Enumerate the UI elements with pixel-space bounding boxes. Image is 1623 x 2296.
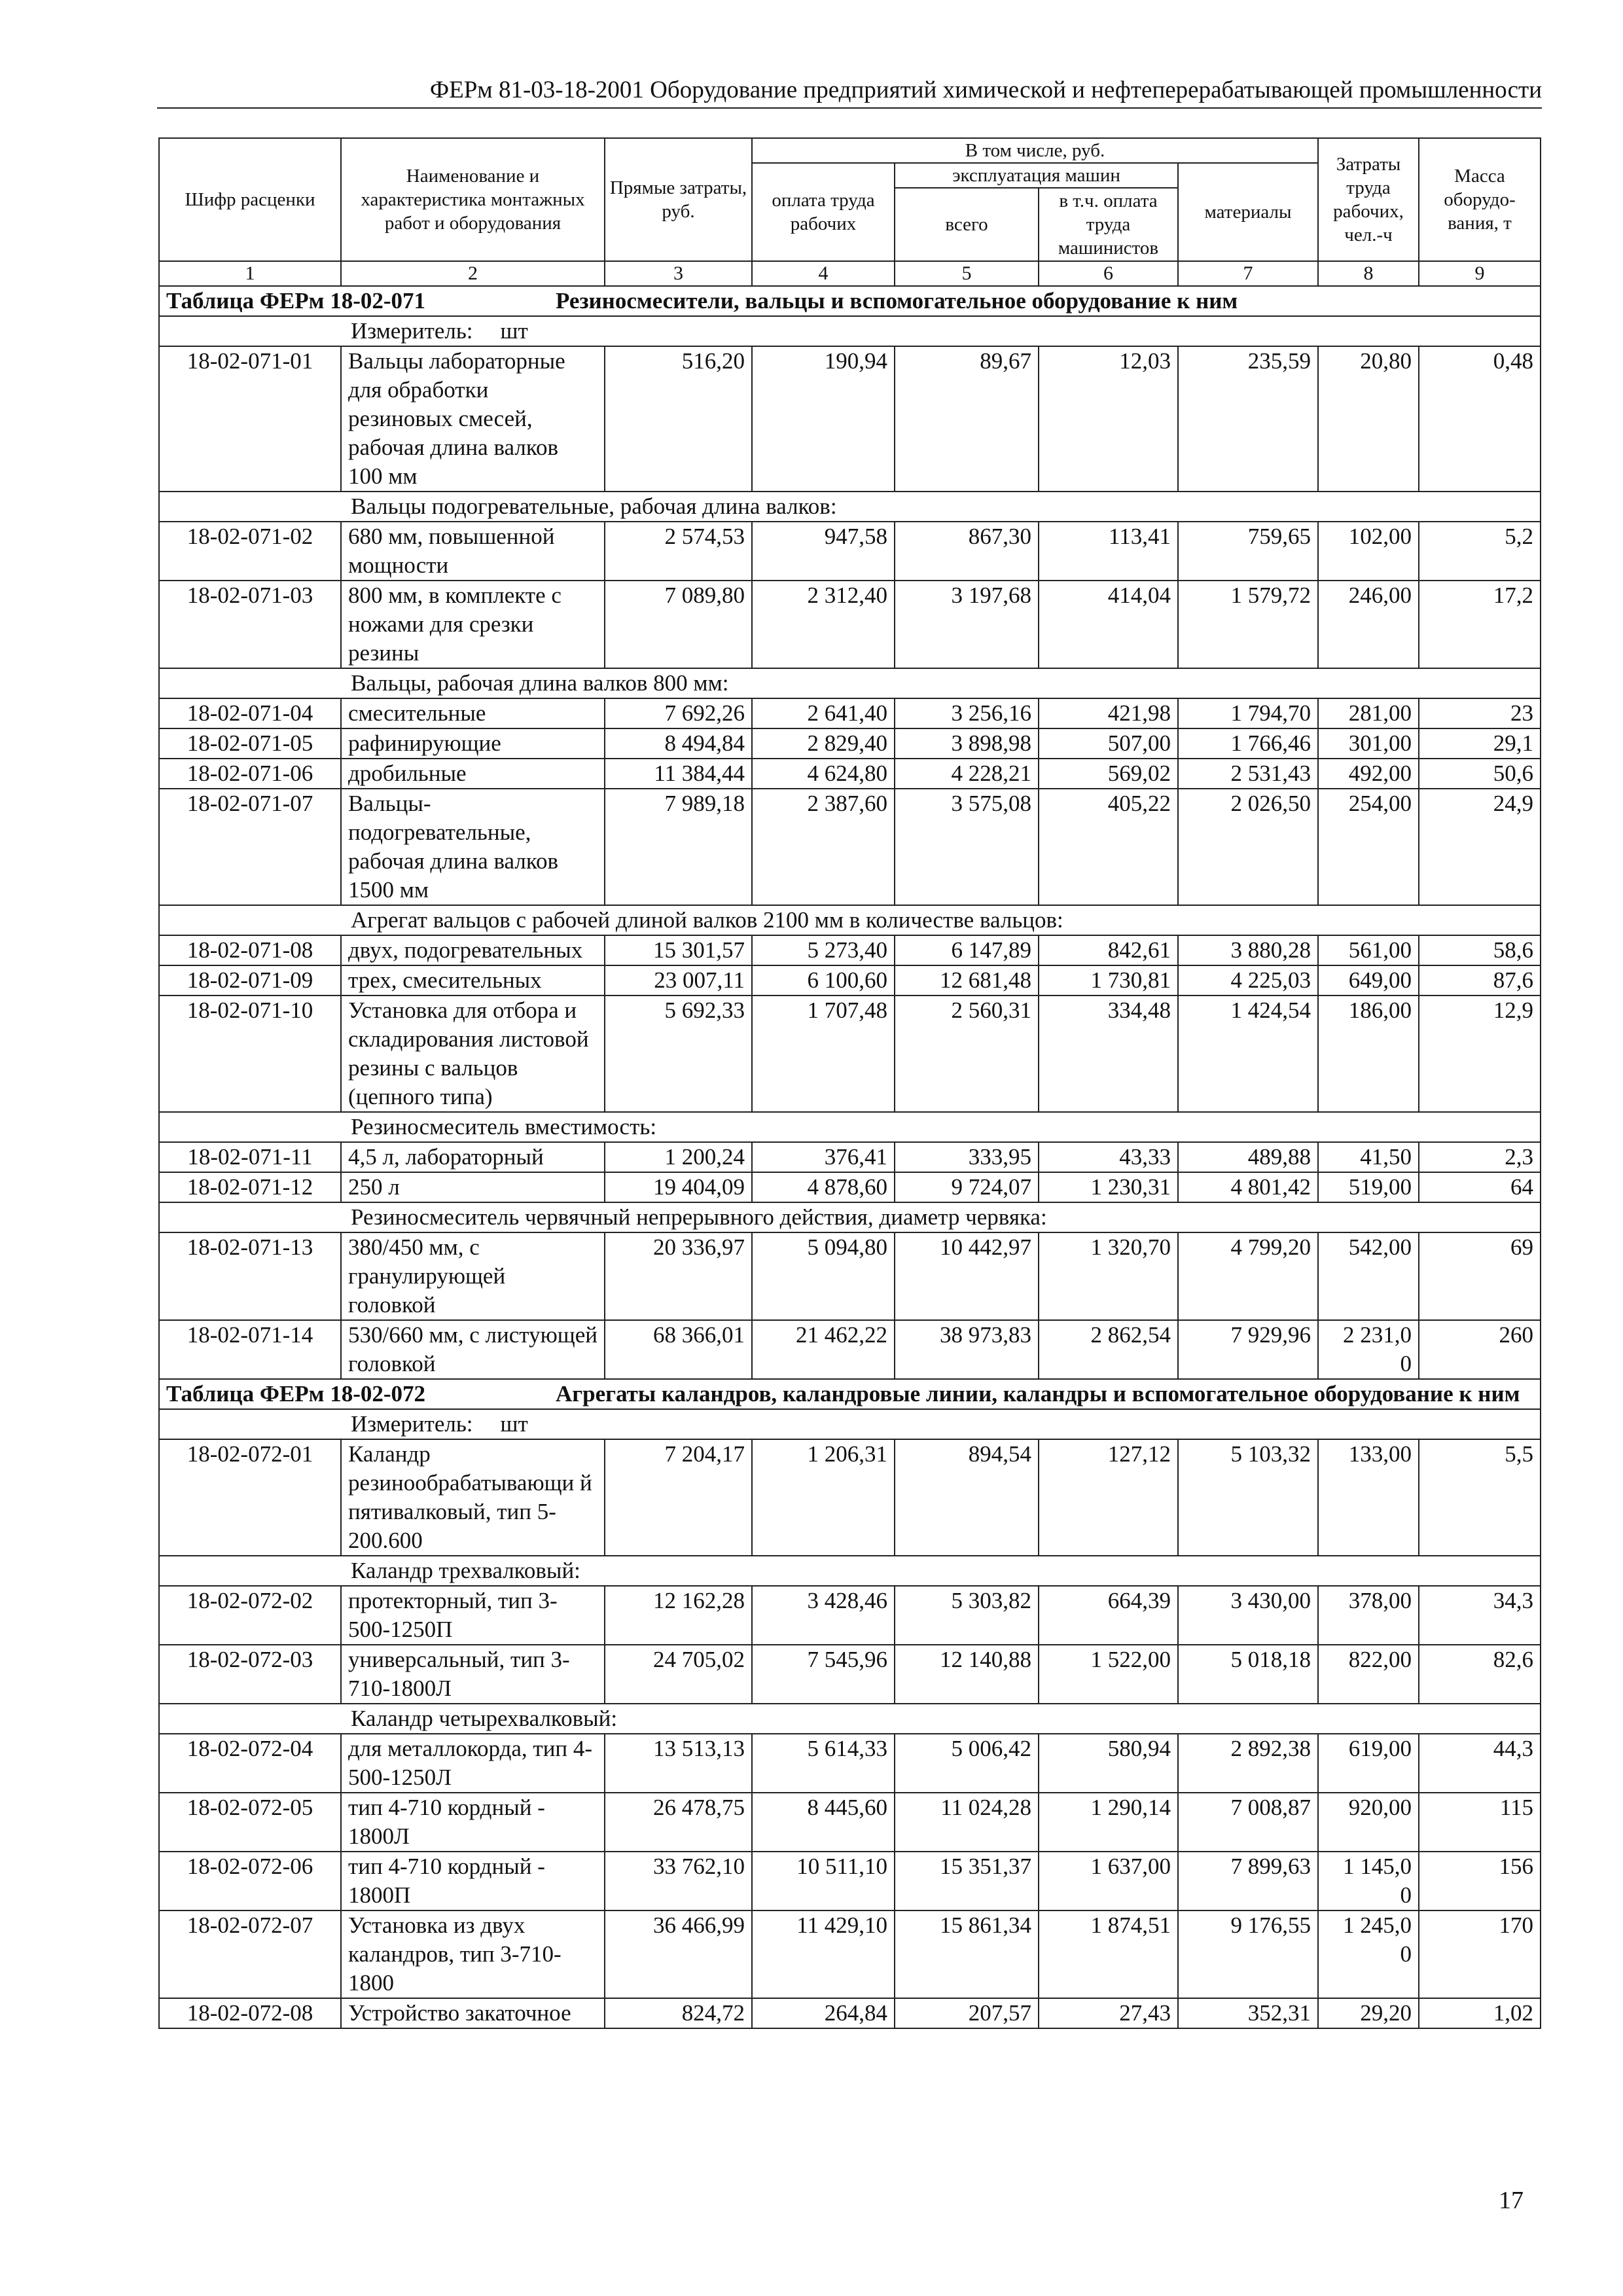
group-heading: Каландр трехвалковый: xyxy=(351,1558,580,1583)
machinist-wages-cell: 1 637,00 xyxy=(1039,1852,1178,1910)
mass-cell: 44,3 xyxy=(1419,1734,1541,1793)
labor-cell: 378,00 xyxy=(1318,1586,1419,1645)
wages-cell: 3 428,46 xyxy=(752,1586,895,1645)
rate-code-cell: 18-02-071-09 xyxy=(159,965,341,996)
measure-value: шт xyxy=(500,318,528,344)
item-name-cell: Каландр резинообрабатывающи й пятивалковый, тип 5-200.600 xyxy=(341,1439,605,1556)
item-name-cell: трех, смесительных xyxy=(341,965,605,996)
col-direct-header: Прямые затраты, руб. xyxy=(605,138,752,261)
page-number: 17 xyxy=(1499,2187,1524,2214)
rate-code-cell: 18-02-071-14 xyxy=(159,1320,341,1379)
materials-cell: 2 026,50 xyxy=(1178,789,1318,905)
col-number: 2 xyxy=(341,261,605,286)
col-number: 1 xyxy=(159,261,341,286)
group-heading: Вальцы подогревательные, рабочая длина валков: xyxy=(351,493,837,519)
table-row xyxy=(159,965,1541,996)
machinist-wages-cell: 569,02 xyxy=(1039,759,1178,789)
machines-total-cell: 15 351,37 xyxy=(895,1852,1039,1910)
machines-total-cell: 11 024,28 xyxy=(895,1793,1039,1852)
direct-cost-cell: 24 705,02 xyxy=(605,1645,752,1704)
machines-total-cell: 12 681,48 xyxy=(895,965,1039,996)
machines-total-cell: 15 861,34 xyxy=(895,1910,1039,1998)
direct-cost-cell: 26 478,75 xyxy=(605,1793,752,1852)
rate-code-cell: 18-02-072-05 xyxy=(159,1793,341,1852)
table-row xyxy=(159,1734,1541,1793)
direct-cost-cell: 8 494,84 xyxy=(605,728,752,759)
materials-cell: 235,59 xyxy=(1178,346,1318,492)
table-row xyxy=(159,1439,1541,1556)
group-heading-row xyxy=(159,1704,1541,1734)
table-row xyxy=(159,1586,1541,1645)
col-number: 8 xyxy=(1318,261,1419,286)
labor-cell: 41,50 xyxy=(1318,1142,1419,1172)
item-name-cell: 800 мм, в комплекте с ножами для срезки резины xyxy=(341,581,605,668)
materials-cell: 5 018,18 xyxy=(1178,1645,1318,1704)
measure-unit-cell xyxy=(159,316,1541,346)
group-heading-row xyxy=(159,492,1541,522)
mass-cell: 260 xyxy=(1419,1320,1541,1379)
materials-cell: 1 766,46 xyxy=(1178,728,1318,759)
machinist-wages-cell: 2 862,54 xyxy=(1039,1320,1178,1379)
item-name-cell: 680 мм, повышенной мощности xyxy=(341,522,605,581)
measure-label: Измеритель: xyxy=(351,1411,473,1437)
labor-cell: 281,00 xyxy=(1318,698,1419,728)
direct-cost-cell: 36 466,99 xyxy=(605,1910,752,1998)
group-heading-cell xyxy=(159,492,1541,522)
section-code: Таблица ФЕРм 18-02-072 xyxy=(166,1381,426,1407)
col-machwages-header: в т.ч. оплата труда машинистов xyxy=(1039,188,1178,261)
machines-total-cell: 894,54 xyxy=(895,1439,1039,1556)
machinist-wages-cell: 1 320,70 xyxy=(1039,1232,1178,1320)
machinist-wages-cell: 334,48 xyxy=(1039,996,1178,1112)
materials-cell: 1 579,72 xyxy=(1178,581,1318,668)
group-heading-cell xyxy=(159,1112,1541,1142)
wages-cell: 4 878,60 xyxy=(752,1172,895,1202)
labor-cell: 920,00 xyxy=(1318,1793,1419,1852)
table-row xyxy=(159,698,1541,728)
wages-cell: 264,84 xyxy=(752,1998,895,2028)
labor-cell: 246,00 xyxy=(1318,581,1419,668)
materials-cell: 9 176,55 xyxy=(1178,1910,1318,1998)
machinist-wages-cell: 12,03 xyxy=(1039,346,1178,492)
machinist-wages-cell: 1 730,81 xyxy=(1039,965,1178,996)
col-total-header: всего xyxy=(895,188,1039,261)
labor-cell: 186,00 xyxy=(1318,996,1419,1112)
item-name-cell: двух, подогревательных xyxy=(341,935,605,965)
mass-cell: 29,1 xyxy=(1419,728,1541,759)
direct-cost-cell: 7 089,80 xyxy=(605,581,752,668)
wages-cell: 1 707,48 xyxy=(752,996,895,1112)
item-name-cell: протекторный, тип 3-500-1250П xyxy=(341,1586,605,1645)
wages-cell: 7 545,96 xyxy=(752,1645,895,1704)
section-title: Резиносмесители, вальцы и вспомогательное оборудование к ним xyxy=(556,288,1238,314)
direct-cost-cell: 11 384,44 xyxy=(605,759,752,789)
materials-cell: 759,65 xyxy=(1178,522,1318,581)
group-heading-row xyxy=(159,668,1541,698)
section-title-row xyxy=(159,1379,1541,1409)
labor-cell: 29,20 xyxy=(1318,1998,1419,2028)
machines-total-cell: 3 898,98 xyxy=(895,728,1039,759)
table-row xyxy=(159,935,1541,965)
labor-cell: 1 245,0 0 xyxy=(1318,1910,1419,1998)
group-heading: Агрегат вальцов с рабочей длиной валков 2100 мм в количестве вальцов: xyxy=(351,907,1063,933)
page-header xyxy=(157,73,1542,109)
materials-cell: 2 531,43 xyxy=(1178,759,1318,789)
mass-cell: 50,6 xyxy=(1419,759,1541,789)
item-name-cell: тип 4-710 кордный - 1800П xyxy=(341,1852,605,1910)
direct-cost-cell: 1 200,24 xyxy=(605,1142,752,1172)
mass-cell: 24,9 xyxy=(1419,789,1541,905)
col-number: 3 xyxy=(605,261,752,286)
direct-cost-cell: 23 007,11 xyxy=(605,965,752,996)
materials-cell: 7 008,87 xyxy=(1178,1793,1318,1852)
machinist-wages-cell: 664,39 xyxy=(1039,1586,1178,1645)
table-header xyxy=(159,138,1541,286)
direct-cost-cell: 824,72 xyxy=(605,1998,752,2028)
measure-unit xyxy=(166,1410,1533,1439)
rate-code-cell: 18-02-071-05 xyxy=(159,728,341,759)
labor-cell: 254,00 xyxy=(1318,789,1419,905)
mass-cell: 156 xyxy=(1419,1852,1541,1910)
materials-cell: 7 929,96 xyxy=(1178,1320,1318,1379)
machines-total-cell: 10 442,97 xyxy=(895,1232,1039,1320)
machinist-wages-cell: 113,41 xyxy=(1039,522,1178,581)
measure-unit-row xyxy=(159,1409,1541,1439)
measure-label: Измеритель: xyxy=(351,318,473,344)
wages-cell: 4 624,80 xyxy=(752,759,895,789)
wages-cell: 10 511,10 xyxy=(752,1852,895,1910)
group-heading: Резиносмеситель червячный непрерывного действия, диаметр червяка: xyxy=(351,1204,1047,1230)
rates-table xyxy=(158,137,1541,2029)
direct-cost-cell: 19 404,09 xyxy=(605,1172,752,1202)
direct-cost-cell: 15 301,57 xyxy=(605,935,752,965)
table-row xyxy=(159,1998,1541,2028)
mass-cell: 23 xyxy=(1419,698,1541,728)
group-heading: Вальцы, рабочая длина валков 800 мм: xyxy=(351,670,729,696)
machines-total-cell: 9 724,07 xyxy=(895,1172,1039,1202)
materials-cell: 1 424,54 xyxy=(1178,996,1318,1112)
machines-total-cell: 867,30 xyxy=(895,522,1039,581)
section-title: Агрегаты каландров, каландровые линии, каландры и вспомогательное оборудование к ним xyxy=(556,1381,1520,1407)
rate-code-cell: 18-02-072-02 xyxy=(159,1586,341,1645)
group-heading-cell xyxy=(159,1704,1541,1734)
mass-cell: 17,2 xyxy=(1419,581,1541,668)
item-name-cell: 530/660 мм, с листующей головкой xyxy=(341,1320,605,1379)
direct-cost-cell: 7 989,18 xyxy=(605,789,752,905)
table-row xyxy=(159,759,1541,789)
item-name-cell: тип 4-710 кордный - 1800Л xyxy=(341,1793,605,1852)
machines-total-cell: 333,95 xyxy=(895,1142,1039,1172)
document-title: ФЕРм 81-03-18-2001 Оборудование предприятий химической и нефтеперерабатывающей промышленности xyxy=(429,77,1542,103)
table-row xyxy=(159,346,1541,492)
rate-code-cell: 18-02-071-02 xyxy=(159,522,341,581)
labor-cell: 20,80 xyxy=(1318,346,1419,492)
wages-cell: 5 094,80 xyxy=(752,1232,895,1320)
item-name-cell: Устройство закаточное xyxy=(341,1998,605,2028)
group-heading-row xyxy=(159,905,1541,935)
machinist-wages-cell: 1 874,51 xyxy=(1039,1910,1178,1998)
table-row xyxy=(159,581,1541,668)
machines-total-cell: 6 147,89 xyxy=(895,935,1039,965)
table-row xyxy=(159,1645,1541,1704)
group-heading: Каландр четырехвалковый: xyxy=(351,1706,618,1731)
rate-code-cell: 18-02-071-06 xyxy=(159,759,341,789)
labor-cell: 102,00 xyxy=(1318,522,1419,581)
machines-total-cell: 38 973,83 xyxy=(895,1320,1039,1379)
rate-code-cell: 18-02-071-03 xyxy=(159,581,341,668)
rate-code-cell: 18-02-072-04 xyxy=(159,1734,341,1793)
wages-cell: 5 614,33 xyxy=(752,1734,895,1793)
mass-cell: 1,02 xyxy=(1419,1998,1541,2028)
direct-cost-cell: 7 204,17 xyxy=(605,1439,752,1556)
rate-code-cell: 18-02-071-12 xyxy=(159,1172,341,1202)
machinist-wages-cell: 43,33 xyxy=(1039,1142,1178,1172)
measure-value: шт xyxy=(500,1411,528,1437)
item-name-cell: дробильные xyxy=(341,759,605,789)
table-row xyxy=(159,1793,1541,1852)
labor-cell: 649,00 xyxy=(1318,965,1419,996)
rate-code-cell: 18-02-072-08 xyxy=(159,1998,341,2028)
labor-cell: 519,00 xyxy=(1318,1172,1419,1202)
labor-cell: 133,00 xyxy=(1318,1439,1419,1556)
table-row xyxy=(159,1852,1541,1910)
table-row xyxy=(159,1142,1541,1172)
wages-cell: 8 445,60 xyxy=(752,1793,895,1852)
machinist-wages-cell: 27,43 xyxy=(1039,1998,1178,2028)
materials-cell: 5 103,32 xyxy=(1178,1439,1318,1556)
wages-cell: 6 100,60 xyxy=(752,965,895,996)
item-name-cell: рафинирующие xyxy=(341,728,605,759)
machines-total-cell: 4 228,21 xyxy=(895,759,1039,789)
group-heading-cell xyxy=(159,1556,1541,1586)
col-number: 6 xyxy=(1039,261,1178,286)
col-wages-header: оплата труда рабочих xyxy=(752,163,895,261)
machinist-wages-cell: 1 230,31 xyxy=(1039,1172,1178,1202)
machinist-wages-cell: 414,04 xyxy=(1039,581,1178,668)
wages-cell: 947,58 xyxy=(752,522,895,581)
mass-cell: 34,3 xyxy=(1419,1586,1541,1645)
materials-cell: 2 892,38 xyxy=(1178,1734,1318,1793)
mass-cell: 64 xyxy=(1419,1172,1541,1202)
materials-cell: 7 899,63 xyxy=(1178,1852,1318,1910)
table-row xyxy=(159,522,1541,581)
labor-cell: 2 231,0 0 xyxy=(1318,1320,1419,1379)
machines-total-cell: 89,67 xyxy=(895,346,1039,492)
item-name-cell: 4,5 л, лабораторный xyxy=(341,1142,605,1172)
col-labor-header: Затраты труда рабочих, чел.-ч xyxy=(1318,138,1419,261)
rate-code-cell: 18-02-072-03 xyxy=(159,1645,341,1704)
col-materials-header: материалы xyxy=(1178,163,1318,261)
item-name-cell: Установка для отбора и складирования листовой резины с вальцов (цепного типа) xyxy=(341,996,605,1112)
table-row xyxy=(159,996,1541,1112)
mass-cell: 69 xyxy=(1419,1232,1541,1320)
mass-cell: 58,6 xyxy=(1419,935,1541,965)
group-heading-cell xyxy=(159,1202,1541,1232)
section-title-cell xyxy=(159,1379,1541,1409)
direct-cost-cell: 2 574,53 xyxy=(605,522,752,581)
machines-total-cell: 3 575,08 xyxy=(895,789,1039,905)
item-name-cell: 380/450 мм, с гранулирующей головкой xyxy=(341,1232,605,1320)
labor-cell: 561,00 xyxy=(1318,935,1419,965)
materials-cell: 352,31 xyxy=(1178,1998,1318,2028)
table-body xyxy=(159,286,1541,2028)
table-row xyxy=(159,1172,1541,1202)
materials-cell: 489,88 xyxy=(1178,1142,1318,1172)
col-number: 4 xyxy=(752,261,895,286)
machinist-wages-cell: 580,94 xyxy=(1039,1734,1178,1793)
machines-total-cell: 5 303,82 xyxy=(895,1586,1039,1645)
wages-cell: 2 312,40 xyxy=(752,581,895,668)
direct-cost-cell: 13 513,13 xyxy=(605,1734,752,1793)
item-name-cell: Вальцы-подогревательные, рабочая длина валков 1500 мм xyxy=(341,789,605,905)
labor-cell: 301,00 xyxy=(1318,728,1419,759)
group-heading-cell xyxy=(159,905,1541,935)
measure-unit-cell xyxy=(159,1409,1541,1439)
machines-total-cell: 3 256,16 xyxy=(895,698,1039,728)
labor-cell: 1 145,0 0 xyxy=(1318,1852,1419,1910)
rate-code-cell: 18-02-072-06 xyxy=(159,1852,341,1910)
col-number: 9 xyxy=(1419,261,1541,286)
rate-code-cell: 18-02-071-11 xyxy=(159,1142,341,1172)
labor-cell: 619,00 xyxy=(1318,1734,1419,1793)
table-row xyxy=(159,789,1541,905)
direct-cost-cell: 68 366,01 xyxy=(605,1320,752,1379)
mass-cell: 87,6 xyxy=(1419,965,1541,996)
wages-cell: 21 462,22 xyxy=(752,1320,895,1379)
direct-cost-cell: 5 692,33 xyxy=(605,996,752,1112)
machines-total-cell: 207,57 xyxy=(895,1998,1039,2028)
col-incl-header: В том числе, руб. xyxy=(752,138,1318,163)
measure-unit xyxy=(166,317,1533,346)
item-name-cell: для металлокорда, тип 4-500-1250Л xyxy=(341,1734,605,1793)
rate-code-cell: 18-02-071-10 xyxy=(159,996,341,1112)
section-title-row xyxy=(159,286,1541,316)
rate-code-cell: 18-02-071-08 xyxy=(159,935,341,965)
rate-code-cell: 18-02-071-13 xyxy=(159,1232,341,1320)
machines-total-cell: 5 006,42 xyxy=(895,1734,1039,1793)
wages-cell: 2 829,40 xyxy=(752,728,895,759)
materials-cell: 4 801,42 xyxy=(1178,1172,1318,1202)
table-row xyxy=(159,728,1541,759)
wages-cell: 1 206,31 xyxy=(752,1439,895,1556)
mass-cell: 5,5 xyxy=(1419,1439,1541,1556)
group-heading: Резиносмеситель вместимость: xyxy=(351,1114,657,1139)
mass-cell: 0,48 xyxy=(1419,346,1541,492)
materials-cell: 3 430,00 xyxy=(1178,1586,1318,1645)
item-name-cell: универсальный, тип 3-710-1800Л xyxy=(341,1645,605,1704)
rate-code-cell: 18-02-072-07 xyxy=(159,1910,341,1998)
direct-cost-cell: 33 762,10 xyxy=(605,1852,752,1910)
machinist-wages-cell: 1 290,14 xyxy=(1039,1793,1178,1852)
col-code-header: Шифр расценки xyxy=(159,138,341,261)
table-row xyxy=(159,1910,1541,1998)
machinist-wages-cell: 127,12 xyxy=(1039,1439,1178,1556)
mass-cell: 12,9 xyxy=(1419,996,1541,1112)
group-heading-row xyxy=(159,1112,1541,1142)
mass-cell: 170 xyxy=(1419,1910,1541,1998)
machinist-wages-cell: 507,00 xyxy=(1039,728,1178,759)
item-name-cell: смесительные xyxy=(341,698,605,728)
mass-cell: 115 xyxy=(1419,1793,1541,1852)
labor-cell: 542,00 xyxy=(1318,1232,1419,1320)
labor-cell: 492,00 xyxy=(1318,759,1419,789)
group-heading-cell xyxy=(159,668,1541,698)
materials-cell: 4 225,03 xyxy=(1178,965,1318,996)
measure-unit-row xyxy=(159,316,1541,346)
machinist-wages-cell: 842,61 xyxy=(1039,935,1178,965)
group-heading-row xyxy=(159,1556,1541,1586)
wages-cell: 11 429,10 xyxy=(752,1910,895,1998)
item-name-cell: 250 л xyxy=(341,1172,605,1202)
wages-cell: 376,41 xyxy=(752,1142,895,1172)
col-number: 5 xyxy=(895,261,1039,286)
machines-total-cell: 2 560,31 xyxy=(895,996,1039,1112)
item-name-cell: Установка из двух каландров, тип 3-710-1800 xyxy=(341,1910,605,1998)
wages-cell: 2 641,40 xyxy=(752,698,895,728)
machinist-wages-cell: 405,22 xyxy=(1039,789,1178,905)
materials-cell: 4 799,20 xyxy=(1178,1232,1318,1320)
wages-cell: 5 273,40 xyxy=(752,935,895,965)
item-name-cell: Вальцы лабораторные для обработки резиновых смесей, рабочая длина валков 100 мм xyxy=(341,346,605,492)
rate-code-cell: 18-02-071-01 xyxy=(159,346,341,492)
direct-cost-cell: 7 692,26 xyxy=(605,698,752,728)
labor-cell: 822,00 xyxy=(1318,1645,1419,1704)
wages-cell: 2 387,60 xyxy=(752,789,895,905)
col-number: 7 xyxy=(1178,261,1318,286)
mass-cell: 5,2 xyxy=(1419,522,1541,581)
table-row xyxy=(159,1320,1541,1379)
materials-cell: 1 794,70 xyxy=(1178,698,1318,728)
machines-total-cell: 3 197,68 xyxy=(895,581,1039,668)
materials-cell: 3 880,28 xyxy=(1178,935,1318,965)
wages-cell: 190,94 xyxy=(752,346,895,492)
mass-cell: 82,6 xyxy=(1419,1645,1541,1704)
direct-cost-cell: 20 336,97 xyxy=(605,1232,752,1320)
rate-code-cell: 18-02-072-01 xyxy=(159,1439,341,1556)
machines-total-cell: 12 140,88 xyxy=(895,1645,1039,1704)
col-mass-header: Масса оборудо-вания, т xyxy=(1419,138,1541,261)
col-name-header: Наименование и характеристика монтажных работ и оборудования xyxy=(341,138,605,261)
section-code: Таблица ФЕРм 18-02-071 xyxy=(166,288,426,314)
mass-cell: 2,3 xyxy=(1419,1142,1541,1172)
rate-code-cell: 18-02-071-04 xyxy=(159,698,341,728)
col-machines-header: эксплуатация машин xyxy=(895,163,1178,188)
machinist-wages-cell: 421,98 xyxy=(1039,698,1178,728)
table-row xyxy=(159,1232,1541,1320)
rate-code-cell: 18-02-071-07 xyxy=(159,789,341,905)
machinist-wages-cell: 1 522,00 xyxy=(1039,1645,1178,1704)
section-title-cell xyxy=(159,286,1541,316)
direct-cost-cell: 516,20 xyxy=(605,346,752,492)
group-heading-row xyxy=(159,1202,1541,1232)
direct-cost-cell: 12 162,28 xyxy=(605,1586,752,1645)
